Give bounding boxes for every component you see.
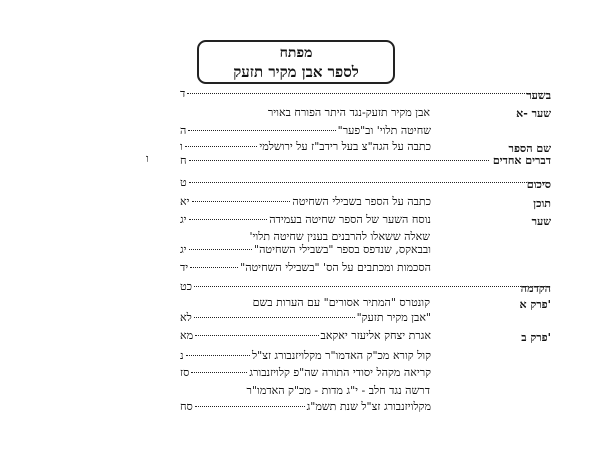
page-number: סח	[180, 400, 193, 413]
toc-entry-bshaar[interactable]	[180, 87, 551, 100]
page-number: מא	[180, 329, 194, 342]
dot-leader	[188, 130, 335, 131]
label-sikum: סיכום	[526, 178, 551, 191]
entry-text: אגרת יצחק אליעזר יאקאב	[320, 329, 431, 342]
entry-text: ובבאקס, שנדפס בספר "בשבילי השחיטה"	[254, 243, 431, 256]
toc-entry-perek-b[interactable]	[180, 329, 431, 342]
dot-leader	[189, 182, 549, 183]
page-number: ט	[180, 176, 187, 189]
label-bshaar: בשער	[526, 89, 551, 102]
side-mark: ו	[146, 152, 149, 165]
entry-text: כתבה על הגה"צ בעל רידב"ז על ירושלמי	[259, 140, 431, 153]
toc-entry-haskamot[interactable]	[180, 261, 431, 274]
dot-leader	[189, 160, 489, 161]
page-number: ה	[180, 124, 187, 137]
toc-entry-hakdama[interactable]	[180, 280, 551, 293]
page-number: ד	[180, 87, 186, 100]
toc-entry-perek-a[interactable]	[180, 311, 431, 324]
toc-entry-sheelah[interactable]	[180, 243, 431, 256]
dot-leader	[192, 201, 291, 202]
toc-entry-drasha-line1: דרשה נגד חלב - י"ג מדות - מכ"ק האדמו"ר	[246, 384, 430, 397]
dot-leader	[194, 317, 355, 318]
label-shaar-a: שער -א	[516, 107, 551, 120]
toc-entry-kriah[interactable]	[180, 366, 431, 379]
label-shaar: שער	[531, 215, 551, 228]
label-tochen: תוכן	[533, 197, 551, 210]
toc-entry-sikum[interactable]	[180, 176, 551, 189]
page-number: ח	[180, 154, 187, 167]
entry-text: קריאה מקהל יסודי התורה שה"פ קלויזנבורג	[249, 366, 431, 379]
dot-leader	[189, 249, 253, 250]
dot-leader	[195, 335, 318, 336]
page-number: יג	[180, 213, 187, 226]
entry-text: מקלויזנבורג זצ"ל שנת תשמ"ג	[306, 400, 431, 413]
entry-text: שחיטה תלוי' וב"פער"	[337, 124, 431, 137]
dot-leader	[194, 286, 549, 287]
entry-text: "אבן מקיר תזעק"	[356, 311, 431, 324]
dot-leader	[191, 372, 247, 373]
title-box	[197, 40, 395, 84]
toc-entry-shaar-a[interactable]	[180, 124, 431, 137]
toc-entry-tochen[interactable]	[180, 195, 431, 208]
label-perek-a: פרק א'	[519, 298, 551, 311]
dot-leader	[186, 355, 250, 356]
dot-leader	[195, 406, 305, 407]
toc-entry-shaar-a-line1: אבן מקיר תזעק-נגד היתר הפורח באויר	[267, 106, 430, 119]
page-number: לא	[180, 311, 192, 324]
entry-text: קול קורא מכ"ק האדמו"ר מקלויזנבורג זצ"ל	[252, 349, 431, 362]
page-number: יג	[180, 243, 187, 256]
toc-entry-drasha[interactable]	[180, 400, 431, 413]
toc-entry-shaar[interactable]	[180, 213, 431, 226]
page-number: ו	[180, 140, 183, 153]
toc-entry-dvarim[interactable]	[180, 154, 551, 167]
entry-text: נוסח השער של הספר שחיטה בעמידה	[269, 213, 431, 226]
title-line-1: מפתח	[279, 45, 313, 61]
dot-leader	[185, 146, 258, 147]
entry-text: כתבה על הספר בשבילי השחיטה	[292, 195, 431, 208]
label-dvarim: דברים אחדים	[492, 154, 551, 167]
toc-entry-perek-a-line1: קונטרס "המתיר אסורים" עם הערות בשם	[252, 296, 430, 309]
dot-leader	[190, 267, 238, 268]
page-number: יא	[180, 195, 190, 208]
label-perek-b: פרק ב'	[521, 331, 551, 344]
entry-text: הסכמות ומכתבים על הס' "בשבילי השחיטה"	[240, 261, 431, 274]
page-number: יד	[180, 261, 189, 274]
page-number: נ	[180, 349, 184, 362]
page-number: סז	[180, 366, 190, 379]
page-number: כט	[180, 280, 193, 293]
dot-leader	[187, 93, 549, 94]
dot-leader	[189, 219, 268, 220]
toc-entry-kol-kore[interactable]	[180, 349, 431, 362]
label-hakdama: הקדמה	[520, 282, 551, 295]
toc-entry-shem-hasefer[interactable]	[180, 140, 431, 153]
label-shem-hasefer: שם הספר	[508, 142, 551, 155]
title-line-2: לספר אבן מקיר תזעק	[233, 63, 359, 81]
toc-entry-sheelah-line1: שאלה ששאלו להרבנים בענין שחיטה תלוי'	[249, 230, 430, 243]
